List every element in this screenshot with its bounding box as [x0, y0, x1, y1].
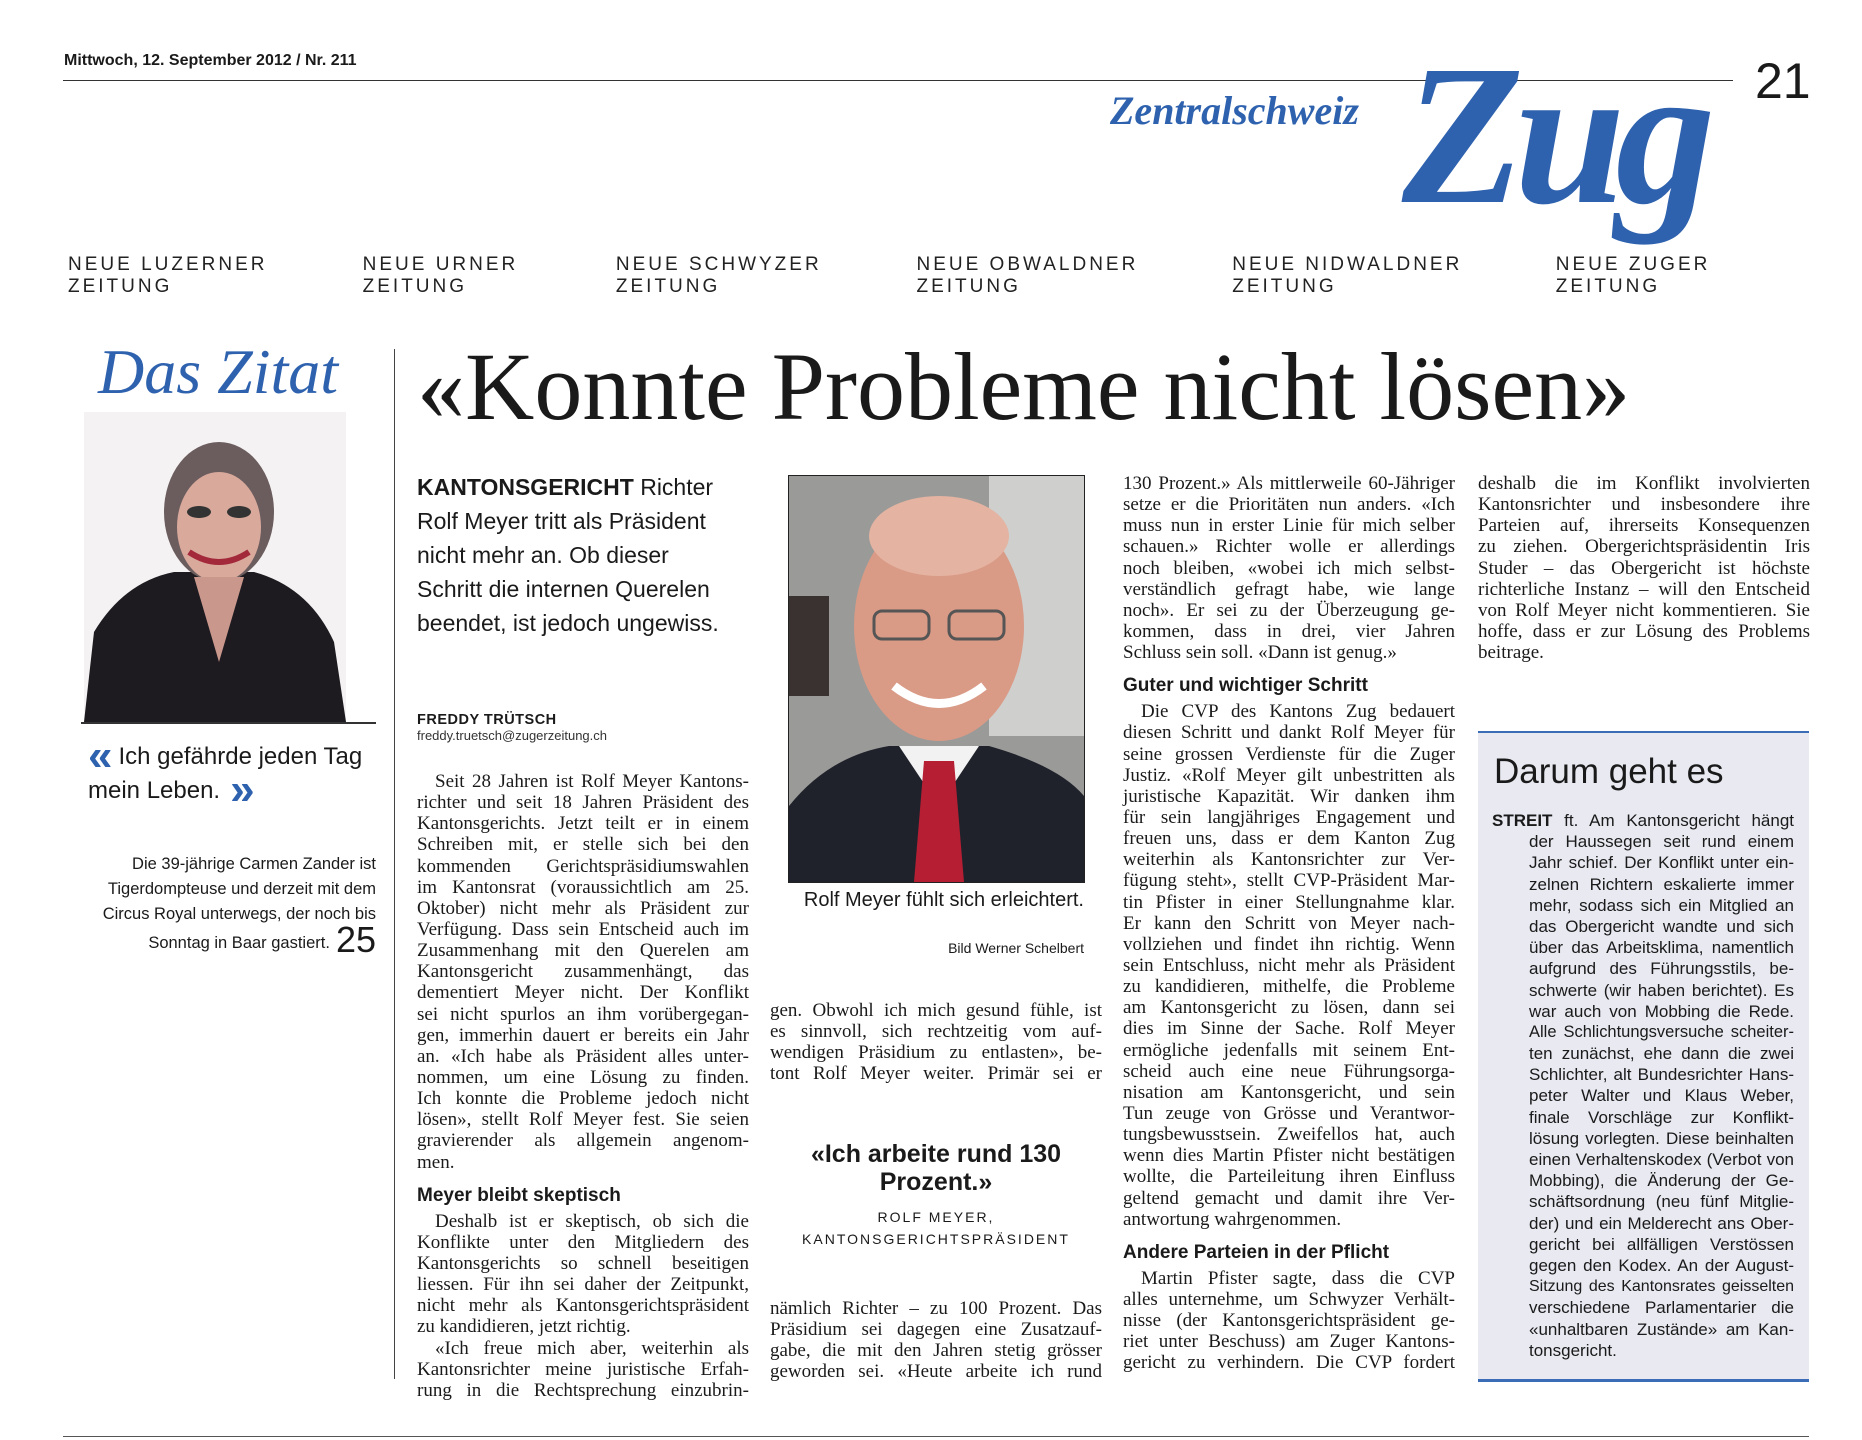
text-line: kommenden Gerichtspräsidiumswahlen	[417, 855, 749, 877]
text-line: Präsidium sei dagegen eine Zusatzauf-	[770, 1319, 1102, 1341]
text-line: riet unter Beschuss) am Zuger Kantons-	[1123, 1331, 1455, 1353]
text-line: deshalb die im Konflikt involvierten	[1478, 473, 1810, 494]
box-text-line: mehr, sodass sich ein Mitglied an	[1529, 895, 1794, 915]
text-line: diesen Schritt und dankt Rolf Meyer für	[1123, 722, 1455, 744]
text-line: Verfügung. Dass sein Entscheid auch im	[417, 918, 749, 940]
zug-logo: Zug	[1402, 25, 1706, 246]
attribution-name: ROLF MEYER,	[877, 1209, 995, 1225]
text-line: geltend gemacht und damit ihre Ver-	[1123, 1187, 1455, 1209]
photo-credit: Bild Werner Schelbert	[948, 940, 1084, 956]
text-line: Justiz. «Rolf Meyer gilt unbestritten als	[1123, 764, 1455, 786]
box-text-line: der Haussegen seit rund einem	[1529, 832, 1794, 852]
rolf-meyer-photo	[788, 475, 1085, 883]
text-line: dies im Sinne der Sache. Rolf Meyer	[1123, 1018, 1455, 1040]
text-line: 130 Prozent.» Als mittlerweile 60-Jähriger	[1123, 473, 1455, 494]
text-line: freuen uns, dass er dem Kanton Zug	[1123, 828, 1455, 850]
nav-item[interactable]: NEUE URNER ZEITUNG	[362, 254, 519, 297]
text-line: liessen. Für ihn sei daher der Zeitpunkt,	[417, 1274, 749, 1296]
box-text-line: war auch von Mobbing die Rede.	[1529, 1001, 1794, 1021]
text-line: Ich konnte die Probleme jedoch nicht	[417, 1088, 749, 1110]
box-text-line: lösung vorlegten. Diese beinhalten	[1529, 1128, 1794, 1148]
text-line: Kantonsgerichts so schnell beseitigen	[417, 1252, 749, 1274]
text-line: Studer – das Obergericht ist höchste	[1478, 557, 1810, 579]
zitat-page-ref[interactable]: 25	[335, 919, 376, 960]
text-line: für sein langjähriges Engagement und	[1123, 806, 1455, 828]
lead	[417, 470, 749, 640]
text-line: rung in die Rechtsprechung einzubrin-	[417, 1379, 749, 1401]
text-line: Die CVP des Kantons Zug bedauert	[1141, 701, 1455, 723]
nav-item[interactable]: NEUE NIDWALDNER ZEITUNG	[1232, 254, 1463, 297]
text-line: richterliche Instanz – will den Entscheid	[1478, 578, 1810, 600]
text-line: zu kandidieren, mithelfe, die Probleme	[1123, 976, 1455, 998]
text-line: Kantonsrichter und insbesondere ihre	[1478, 494, 1810, 516]
box-text-line: finale Vorschläge zur Konflikt-	[1529, 1107, 1794, 1127]
text-line: seine grossen Verdienste für die Zuger	[1123, 743, 1455, 765]
box-text-line: über das Arbeitsklima, namentlich	[1529, 938, 1794, 958]
lead-line	[417, 470, 749, 504]
headline: «Konnte Probleme nicht lösen»	[417, 333, 1631, 440]
text-line: lösen», stellt Rolf Meyer fest. Sie seien	[417, 1109, 749, 1131]
text-line: kommen, dass in drei, vier Jahren	[1123, 620, 1455, 642]
text-line: alles unternehme, um Schwyzer Verhält-	[1123, 1288, 1455, 1310]
zitat-quote: Ich gefährde jeden Tag mein Leben.	[88, 743, 363, 804]
box-text-line: schäftsordnung (neu fünf Mitglie-	[1529, 1192, 1794, 1212]
text-line: vollziehen und findet ihn richtig. Wenn	[1123, 933, 1455, 955]
text-line: setze er die Prioritäten nun anders. «Ich	[1123, 494, 1455, 516]
text-line: Martin Pfister sagte, dass die CVP	[1141, 1267, 1455, 1289]
box-text-line: gericht bei allfälligen Verstössen	[1529, 1234, 1794, 1254]
zitat-rule	[81, 722, 376, 724]
zitat-description	[100, 852, 376, 960]
nav-item[interactable]: NEUE LUZERNER ZEITUNG	[68, 254, 268, 297]
author-name: FREDDY TRÜTSCH	[417, 712, 557, 728]
article-column-2-bottom	[770, 1298, 1102, 1383]
text-line: weiterhin als Kantonsrichter zur Ver-	[1123, 849, 1455, 871]
photo-caption: Rolf Meyer fühlt sich erleichtert.	[803, 889, 1084, 911]
text-line: tont Rolf Meyer weiter. Primär sei er	[770, 1063, 1102, 1085]
subheading: Andere Parteien in der Pflicht	[1123, 1241, 1390, 1263]
text-line: Schreiben mit, er stelle sich bei den	[417, 834, 749, 856]
box-kicker: STREIT	[1492, 811, 1553, 830]
subheading: Guter und wichtiger Schritt	[1123, 675, 1368, 697]
column-body	[417, 771, 749, 1401]
box-text-line: aufgrund des Führungsstils, be-	[1529, 959, 1794, 979]
lead-line: Schritt die internen Querelen	[417, 576, 710, 602]
text-line: wollte, die Parteileitung ihren Einfluss	[1123, 1166, 1455, 1188]
article-column-1	[417, 470, 749, 1401]
carmen-zander-photo	[84, 412, 346, 722]
text-line: scheid auch eine neue Führungsorga-	[1123, 1060, 1455, 1082]
text-line: muss nun in erster Linie für mich selber	[1123, 515, 1455, 537]
text-line: sein Entschluss, nicht mehr als Präsident	[1123, 954, 1455, 976]
text-line: tin Pfister in einer Stellungnahme klar.	[1123, 891, 1455, 913]
quote-close-icon: »	[230, 765, 255, 814]
lead-line: beendet, ist jedoch ungewiss.	[417, 610, 719, 636]
text-line: Kantonsrichter meine juristische Erfah-	[417, 1358, 749, 1380]
text-line: gravierender als allgemein angenom-	[417, 1130, 749, 1152]
text-line: sei nicht spurlos an ihm vorübergegan-	[417, 1003, 749, 1025]
box-text: ft. Am Kantonsgericht hängt	[1552, 811, 1794, 830]
subheading: Meyer bleibt skeptisch	[417, 1184, 621, 1206]
info-box-title: Darum geht es	[1494, 752, 1724, 791]
text-line: Er kann den Schritt von Meyer nach-	[1123, 912, 1455, 934]
text-line: es sinnvoll, sich rechtzeitig vom auf-	[770, 1021, 1102, 1043]
text-line: geworden sei. «Heute arbeite ich rund	[770, 1361, 1102, 1383]
page-number: 21	[1755, 53, 1811, 109]
pull-quote-attribution	[770, 1206, 1102, 1250]
lead-kicker: KANTONSGERICHT	[417, 474, 634, 500]
lead-line: nicht mehr an. Ob dieser	[417, 542, 669, 568]
box-text-line: Sitzung des Kantonsrates geisselten	[1529, 1278, 1794, 1296]
box-text-line: ten zunächst, ehe dann die zwei	[1529, 1044, 1794, 1064]
box-text-line: tonsgericht.	[1529, 1340, 1617, 1360]
article-column-2-top	[770, 1000, 1102, 1085]
attribution-title: KANTONSGERICHTSPRÄSIDENT	[802, 1231, 1070, 1247]
zitat-quote-block	[88, 731, 378, 814]
newspaper-nav	[68, 254, 1808, 298]
box-text-line: schwerte (wir haben berichtet). Es	[1529, 980, 1794, 1000]
text-line: verständlich gefragt habe, wie lange	[1123, 578, 1455, 600]
text-line: Tun zeuge von Grösse und Verantwor-	[1123, 1102, 1455, 1124]
text-line: im Kantonsrat (voraussichtlich am 25.	[417, 876, 749, 898]
quote-open-icon: «	[88, 731, 113, 780]
box-text-line: das Obergericht wandte und sich	[1529, 916, 1794, 936]
text-line: gen. Obwohl ich mich gesund fühle, ist	[770, 1000, 1102, 1021]
box-text-line: einen Verhaltenskodex (Verbot von	[1529, 1150, 1794, 1169]
text-line: nommen, um eine Lösung zu finden.	[417, 1066, 749, 1088]
text-line: von Rolf Meyer nicht kommentieren. Sie	[1478, 599, 1810, 621]
text-line: nämlich Richter – zu 100 Prozent. Das	[770, 1298, 1102, 1319]
text-line: gabe, die mit den Jahren stetig grösser	[770, 1340, 1102, 1362]
column-divider	[394, 349, 395, 1379]
text-line: «Ich freue mich aber, weiterhin als	[435, 1337, 749, 1359]
region-label: Zentralschweiz	[1110, 88, 1359, 133]
text-line: Konflikte unter den Mitgliedern des	[417, 1231, 749, 1253]
text-line: nisse (der Kantonsgerichtspräsident ge-	[1123, 1310, 1455, 1332]
text-line: nicht mehr als Kantonsgerichtspräsident	[417, 1295, 749, 1317]
text-line: zu kandidieren, jetzt richtig.	[417, 1316, 631, 1338]
nav-item[interactable]: NEUE OBWALDNER ZEITUNG	[916, 254, 1139, 297]
footer-rule	[63, 1436, 1809, 1437]
text-line: schauen.» Richter wolle er allerdings	[1123, 536, 1455, 558]
text-line: am Kantonsgericht zu lösen, dann sei	[1123, 997, 1455, 1019]
text-line: men.	[417, 1151, 455, 1173]
zitat-description-text: Die 39-jährige Carmen Zander ist Tigerdompteuse und derzeit mit dem Circus Royal unterwegs, der noch bis Sonntag in Baar gastiert.	[102, 855, 376, 952]
text-line: hoffe, dass er zur Lösung des Problems	[1478, 620, 1810, 642]
text-line: wenn dies Martin Pfister nicht bestätigen	[1123, 1145, 1455, 1167]
box-text-line: «unhaltbaren Zustände» am Kan-	[1529, 1319, 1794, 1339]
box-text-line: Alle Schlichtungsversuche scheiter-	[1529, 1022, 1794, 1041]
text-line: gen, immerhin dauert er bereits ein Jahr	[417, 1024, 749, 1046]
text-line: Seit 28 Jahren ist Rolf Meyer Kantons-	[435, 771, 749, 792]
text-line: noch bleiben, «wobei ich mich selbst-	[1123, 557, 1455, 579]
nav-item[interactable]: NEUE ZUGER ZEITUNG	[1555, 254, 1711, 297]
text-line: Kantonsgericht zusammenhängt, das	[417, 961, 749, 983]
lead-line-text: Richter	[633, 474, 714, 500]
zitat-title: Das Zitat	[98, 336, 339, 407]
box-text-line: Jahr schief. Der Konflikt unter ein-	[1529, 853, 1794, 873]
text-line: dementiert Meyer nicht. Der Konflikt	[417, 982, 749, 1004]
box-text-line: gegen den Kodex. An der August-	[1529, 1255, 1794, 1275]
text-line: Oktober) nicht mehr als Präsident zur	[417, 897, 749, 919]
info-box-text	[1492, 810, 1794, 1361]
author-email[interactable]: freddy.truetsch@zugerzeitung.ch	[417, 728, 607, 743]
text-line: tungsbewusstsein. Zweifellos hat, auch	[1123, 1124, 1455, 1146]
text-line: ermögliche jedenfalls mit seinem Ent-	[1123, 1039, 1455, 1061]
article-column-4	[1478, 473, 1810, 663]
pull-quote: «Ich arbeite rund 130 Prozent.»	[810, 1140, 1062, 1196]
article-column-3	[1123, 473, 1455, 1373]
nav-item[interactable]: NEUE SCHWYZER ZEITUNG	[615, 254, 822, 297]
box-text-line: Schlichter, alt Bundesrichter Hans-	[1529, 1065, 1794, 1085]
box-text-line: zelnen Richtern eskalierte immer	[1529, 874, 1794, 894]
text-line: Zusammenhang mit den Querelen am	[417, 940, 749, 962]
text-line: juristische Kapazität. Wir danken ihm	[1123, 785, 1455, 807]
box-text-line: verschiedene Parlamentarier die	[1529, 1298, 1794, 1318]
text-line: Deshalb ist er skeptisch, ob sich die	[435, 1210, 749, 1232]
box-text-line: peter Walter und Klaus Weber,	[1529, 1086, 1794, 1106]
text-line: noch». Er sei zu der Überzeugung ge-	[1123, 599, 1455, 621]
text-line: richter und seit 18 Jahren Präsident des	[417, 792, 749, 814]
box-text-line	[1492, 810, 1794, 831]
text-line: gericht zu verhindern. Die CVP fordert	[1123, 1352, 1455, 1374]
text-line: wendigen Präsidium zu entlasten», be-	[770, 1042, 1102, 1064]
lead-line: Rolf Meyer tritt als Präsident	[417, 508, 706, 534]
text-line: beitrage.	[1478, 642, 1544, 664]
text-line: Parteien auf, ihrerseits Konsequenzen	[1478, 515, 1810, 537]
text-line: fügung steht», stellt CVP-Präsident Mar-	[1123, 870, 1455, 892]
text-line: Kantonsgerichts. Jetzt teilt er in einem	[417, 813, 749, 835]
box-text-line: Mobbing), die Änderung der Ge-	[1529, 1171, 1794, 1191]
box-text-line: der) und ein Melderecht ans Ober-	[1529, 1213, 1794, 1233]
text-line: antwortung wahrgenommen.	[1123, 1208, 1342, 1230]
text-line: an. «Ich habe als Präsident alles unter-	[417, 1045, 749, 1067]
text-line: Schluss sein soll. «Dann ist genug.»	[1123, 642, 1397, 664]
issue-date: Mittwoch, 12. September 2012 / Nr. 211	[64, 52, 357, 69]
text-line: zu ziehen. Obergerichtspräsidentin Iris	[1478, 536, 1810, 558]
text-line: nisation am Kantonsgericht, und sein	[1123, 1081, 1455, 1103]
